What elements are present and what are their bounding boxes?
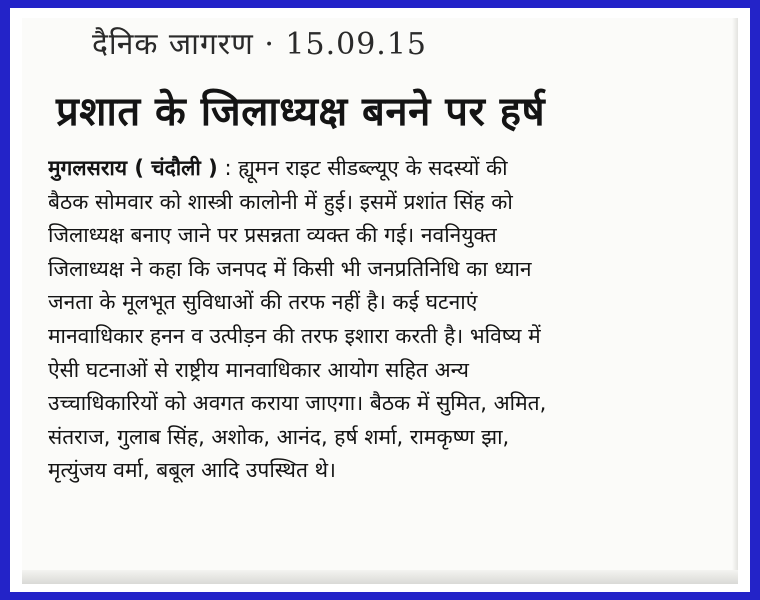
article-line-1 [48, 152, 738, 186]
scan-edge-shadow [732, 18, 738, 584]
masthead-handwritten: दैनिक जागरण · 15.09.15 [92, 27, 428, 62]
article-line-9: संतराज, गुलाब सिंह, अशोक, आनंद, हर्ष शर्मा, रामकृष्ण झा, [48, 424, 510, 449]
newspaper-clipping [22, 18, 738, 584]
dateline: मुगलसराय ( चंदौली ) [48, 156, 218, 180]
article-line-7: ऐसी घटनाओं से राष्ट्रीय मानवाधिकार आयोग सहित अन्य [48, 357, 469, 382]
headline: प्रशात के जिलाध्यक्ष बनने पर हर्ष [56, 89, 546, 135]
article-body [48, 152, 738, 488]
scan-page [10, 8, 750, 592]
scan-bottom-strip [22, 570, 738, 584]
article-line-10: मृत्युंजय वर्मा, बबूल आदि उपस्थित थे। [48, 458, 336, 483]
article-line-6: मानवाधिकार हनन व उत्पीड़न की तरफ इशारा करती है। भविष्य में [48, 323, 541, 348]
article-line-4: जिलाध्यक्ष ने कहा कि जनपद में किसी भी जनप्रतिनिधि का ध्यान [48, 256, 532, 281]
article-line-1-text: : ह्यूमन राइट सीडब्ल्यूए के सदस्यों की [224, 156, 508, 180]
article-line-2: बैठक सोमवार को शास्त्री कालोनी में हुई। इसमें प्रशांत सिंह को [48, 189, 513, 214]
article-line-5: जनता के मूलभूत सुविधाओं की तरफ नहीं है। कई घटनाएं [48, 290, 478, 315]
article-line-3: जिलाध्यक्ष बनाए जाने पर प्रसन्नता व्यक्त की गई। नवनियुक्त [48, 223, 497, 248]
article-line-8: उच्चाधिकारियों को अवगत कराया जाएगा। बैठक में सुमित, अमित, [48, 391, 547, 416]
